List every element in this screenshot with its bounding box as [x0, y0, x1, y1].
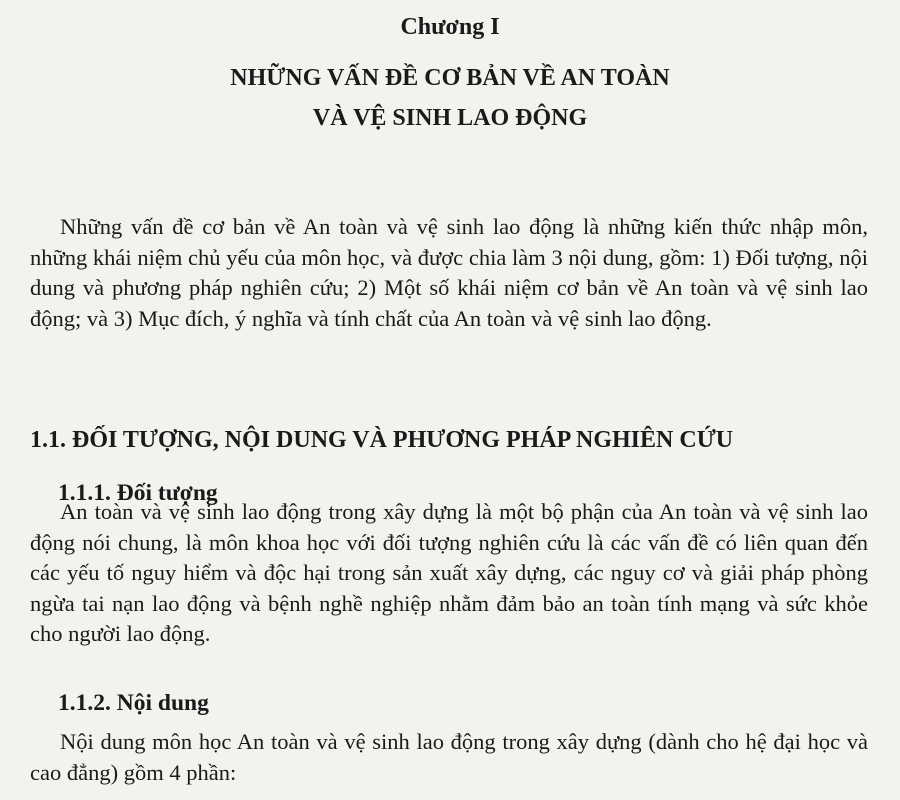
subsection-heading-1-1-1: 1.1.1. Đối tượng [58, 480, 218, 506]
section-heading-1-1: 1.1. ĐỐI TƯỢNG, NỘI DUNG VÀ PHƯƠNG PHÁP NGHIÊN CỨU [30, 427, 734, 453]
chapter-title-line-2: VÀ VỆ SINH LAO ĐỘNG [312, 105, 588, 131]
subsection-1-1-1-paragraph: An toàn và vệ sinh lao động trong xây dựng là một bộ phận của An toàn và vệ sinh lao động nói chung, là môn khoa học với đối tượng nghiên cứu là các vấn đề có liên quan đến các yếu tố nguy hiểm và độc hại trong sản xuất xây dựng, các nguy cơ và giải pháp phòng ngừa tai nạn lao động và bệnh nghề nghiệp nhằm đảm bảo an toàn tính mạng và sức khỏe cho người lao động. [30, 499, 868, 646]
chapter-title-line-1: NHỮNG VẤN ĐỀ CƠ BẢN VỀ AN TOÀN [230, 65, 670, 91]
chapter-title [0, 58, 900, 138]
subsection-1-1-2-paragraph: Nội dung môn học An toàn và vệ sinh lao động trong xây dựng (dành cho hệ đại học và cao đẳng) gồm 4 phần: [30, 729, 868, 785]
subsection-heading-1-1-2: 1.1.2. Nội dung [58, 690, 209, 716]
intro-paragraph: Những vấn đề cơ bản về An toàn và vệ sinh lao động là những kiến thức nhập môn, những khái niệm chủ yếu của môn học, và được chia làm 3 nội dung, gồm: 1) Đối tượng, nội dung và phương pháp nghiên cứu; 2) Một số khái niệm cơ bản về An toàn và vệ sinh lao động; và 3) Mục đích, ý nghĩa và tính chất của An toàn và vệ sinh lao động. [30, 214, 868, 331]
chapter-label: Chương I [400, 14, 500, 40]
